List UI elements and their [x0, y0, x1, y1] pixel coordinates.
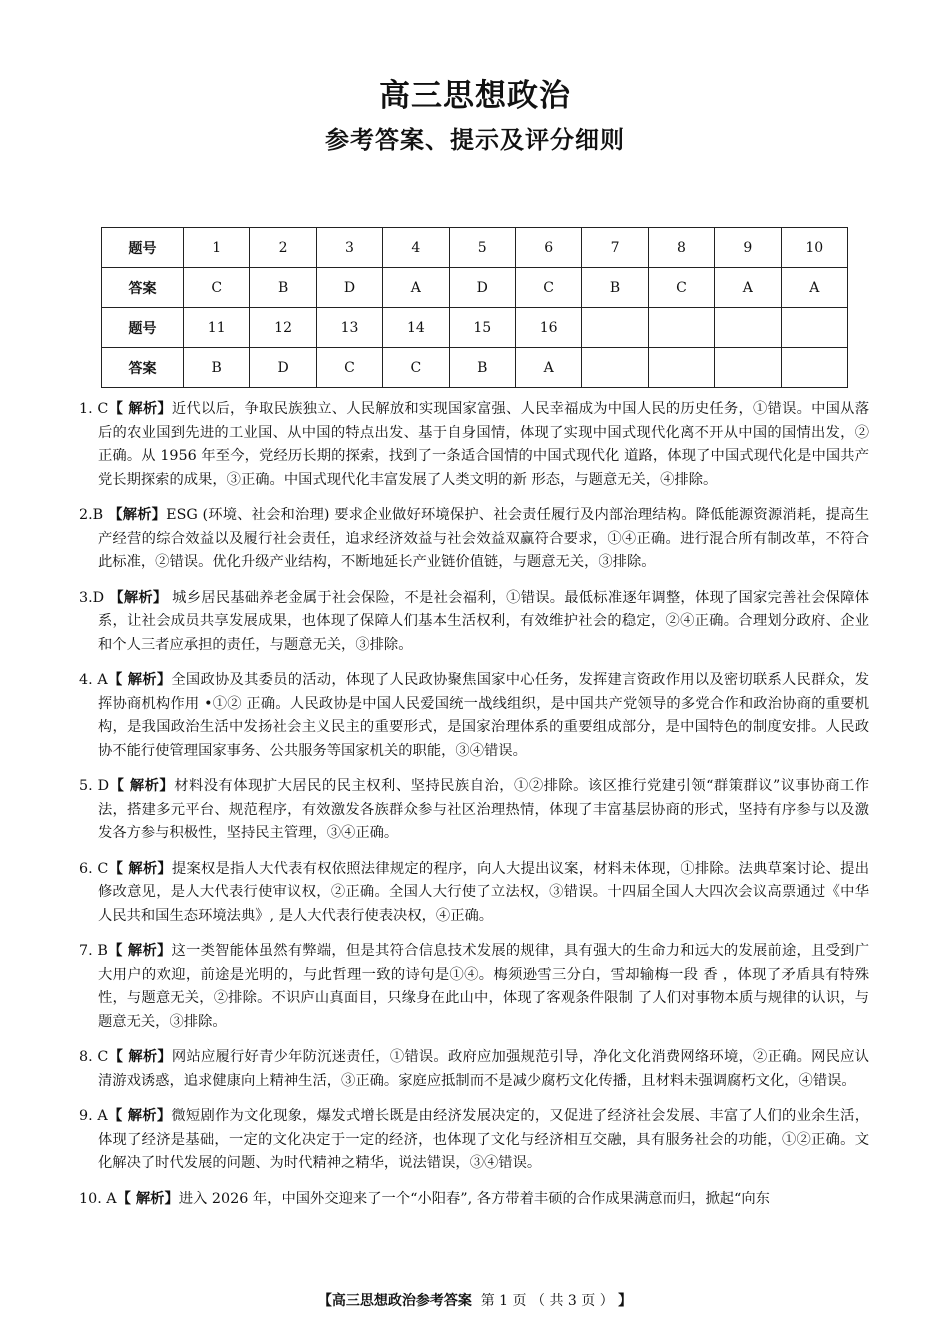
- footer-label: 【高三思想政治参考答案: [317, 1293, 472, 1309]
- explanation-item: [79, 775, 869, 846]
- answer-cell: 10: [781, 228, 847, 268]
- answer-cell: [781, 348, 847, 388]
- footer-page-number: 第 1 页 （ 共 3 页 ）: [480, 1293, 614, 1309]
- analysis-tag: 【 解析】: [108, 401, 172, 417]
- answer-cell: [582, 348, 648, 388]
- explanation-item: [79, 1105, 869, 1176]
- answer-cell: [715, 308, 781, 348]
- analysis-tag: 【 解析】: [108, 1049, 172, 1065]
- analysis-text: 微短剧作为文化现象，爆发式增长既是由经济发展决定的，又促进了经济社会发展、丰富了人们的业余生活，体现了经济是基础，一定的文化决定于一定的经济，也体现了文化与经济相互交融，具有服务社会的功能，①②正确。文化解决了时代发展的问题、为时代精神之精华，说法错误，③④错误。: [98, 1108, 870, 1171]
- explanation-item: [79, 669, 869, 763]
- answer-cell: C: [383, 348, 449, 388]
- explanation-item: [79, 398, 869, 492]
- analysis-tag: 【解析】: [104, 589, 168, 606]
- explanation-item: [79, 1046, 869, 1093]
- answer-table-row: [102, 228, 848, 268]
- question-answer: 3.D: [79, 589, 105, 606]
- row-header: 题号: [102, 228, 184, 268]
- answer-cell: 7: [582, 228, 648, 268]
- row-header: 答案: [102, 348, 184, 388]
- answer-cell: 13: [316, 308, 382, 348]
- answer-cell: 11: [184, 308, 250, 348]
- analysis-text: 进入 2026 年，中国外交迎来了一个“小阳春”, 各方带着丰硕的合作成果满意而归，掀起“向东: [178, 1190, 770, 1207]
- analysis-text: 材料没有体现扩大居民的民主权利、坚持民族自治，①②排除。该区推行党建引领“群策群议”议事协商工作法，搭建多元平台、规范程序，有效激发各族群众参与社区治理热情，体现了丰富基层协商的形式，坚持有序参与以及激发各方参与积极性，坚持民主管理，③④正确。: [98, 778, 869, 841]
- answer-cell: [648, 348, 714, 388]
- question-answer: 4. A: [79, 672, 108, 688]
- answer-cell: 15: [449, 308, 515, 348]
- answer-cell: [715, 348, 781, 388]
- answer-cell: A: [515, 348, 581, 388]
- answer-cell: A: [781, 268, 847, 308]
- answer-cell: 14: [383, 308, 449, 348]
- answer-cell: 6: [515, 228, 581, 268]
- question-answer: 10. A: [79, 1190, 117, 1207]
- analysis-text: 这一类智能体虽然有弊端，但是其符合信息技术发展的规律，具有强大的生命力和远大的发展前途，且受到广大用户的欢迎，前途是光明的，与此哲理一致的诗句是①④。梅须逊雪三分白，雪却输梅一段 香 ，体现了矛盾具有特殊性，与题意无关，②排除。不识庐山真面目，只缘身在此山中，体现了客观条件限制 了人们对事物本质与规律的认识，与题意无关，③排除。: [98, 943, 869, 1030]
- analysis-tag: 【 解析】: [107, 943, 172, 959]
- analysis-tag: 【 解析】: [116, 1190, 179, 1207]
- question-answer: 1. C: [79, 401, 109, 417]
- answer-cell: B: [184, 348, 250, 388]
- analysis-text: 城乡居民基础养老金属于社会保险，不是社会福利，①错误。最低标准逐年调整，体现了国家完善社会保障体系，让社会成员共享发展成果，也体现了保障人们基本生活权利，有效维护社会的稳定，②④正确。合理划分政府、企业和个人三者应承担的责任，与题意无关，③排除。: [98, 589, 869, 653]
- explanation-item: [79, 587, 869, 658]
- analysis-text: 网站应履行好青少年防沉迷责任，①错误。政府应加强规范引导，净化文化消费网络环境，②正确。网民应认清游戏诱惑，追求健康向上精神生活，③正确。家庭应抵制而不是减少腐朽文化传播，且材料未强调腐朽文化，④错误。: [98, 1049, 870, 1089]
- answer-cell: 16: [515, 308, 581, 348]
- answer-cell: B: [582, 268, 648, 308]
- answer-cell: 12: [250, 308, 316, 348]
- row-header: 答案: [102, 268, 184, 308]
- page-footer: [0, 1290, 950, 1310]
- question-answer: 5. D: [79, 778, 110, 794]
- analysis-tag: 【 解析】: [107, 1108, 172, 1124]
- answer-cell: B: [449, 348, 515, 388]
- answer-cell: D: [449, 268, 515, 308]
- answer-cell: [582, 308, 648, 348]
- explanation-item: [79, 940, 869, 1034]
- analysis-tag: 【 解析】: [109, 778, 175, 794]
- answer-cell: A: [383, 268, 449, 308]
- answer-table: [101, 227, 848, 388]
- answer-cell: D: [250, 348, 316, 388]
- answer-table-row: [102, 268, 848, 308]
- answer-cell: 3: [316, 228, 382, 268]
- answer-cell: 1: [184, 228, 250, 268]
- question-answer: 6. C: [79, 860, 109, 877]
- question-answer: 7. B: [79, 943, 108, 959]
- explanations-list: [79, 398, 869, 1223]
- explanation-item: [79, 1188, 869, 1212]
- analysis-tag: 【 解析】: [107, 672, 172, 688]
- answer-cell: 8: [648, 228, 714, 268]
- row-header: 题号: [102, 308, 184, 348]
- answer-table-row: [102, 348, 848, 388]
- page-subtitle: 参考答案、提示及评分细则: [325, 126, 625, 154]
- answer-cell: C: [316, 348, 382, 388]
- analysis-text: 提案权是指人大代表有权依照法律规定的程序，向人大提出议案，材料未体现，①排除。法典草案讨论、提出修改意见，是人大代表行使审议权，②正确。全国人大行使了立法权，③错误。十四届全国人大四次会议高票通过《中华人民共和国生态环境法典》, 是人大代表行使表决权，④正确。: [98, 860, 870, 924]
- answer-cell: D: [316, 268, 382, 308]
- answer-cell: 4: [383, 228, 449, 268]
- answer-cell: [781, 308, 847, 348]
- analysis-tag: 【 解析】: [108, 860, 172, 877]
- answer-cell: C: [184, 268, 250, 308]
- analysis-text: ESG (环境、社会和治理) 要求企业做好环境保护、社会责任履行及内部治理结构。降低能源资源消耗，提高生产经营的综合效益以及履行社会责任，追求经济效益与社会效益双赢符合要求，①④正确。进行混合所有制改革，不符合此标准，②错误。优化升级产业结构，不断地延长产业链价值链，与题意无关，③排除。: [98, 507, 869, 570]
- question-answer: 8. C: [79, 1049, 109, 1065]
- question-answer: 9. A: [79, 1108, 108, 1124]
- explanation-item: [79, 858, 869, 929]
- answer-table-row: [102, 308, 848, 348]
- analysis-text: 近代以后，争取民族独立、人民解放和实现国家富强、人民幸福成为中国人民的历史任务，①错误。中国从落后的农业国到先进的工业国、从中国的特点出发、基于自身国情，体现了实现中国式现代化离不开从中国的国情出发，②正确。从 1956 年至今，党经历长期的探索，找到了一条适合国情的中国式现代化 道路，体现了中国式现代化是中国共产党长期探索的成果，③正确。中国式现代化丰富发展了人类文明的新 形态，与题意无关，④排除。: [98, 401, 870, 488]
- footer-bracket: 】: [618, 1293, 633, 1309]
- answer-cell: C: [648, 268, 714, 308]
- answer-cell: 5: [449, 228, 515, 268]
- answer-cell: C: [515, 268, 581, 308]
- answer-cell: 9: [715, 228, 781, 268]
- answer-cell: 2: [250, 228, 316, 268]
- page-title: 高三思想政治: [379, 78, 571, 114]
- explanation-item: [79, 504, 869, 575]
- answer-cell: A: [715, 268, 781, 308]
- answer-cell: [648, 308, 714, 348]
- question-answer: 2.B: [79, 507, 104, 523]
- analysis-text: 全国政协及其委员的活动，体现了人民政协聚焦国家中心任务，发挥建言资政作用以及密切联系人民群众，发挥协商机构作用 •①② 正确。人民政协是中国人民爱国统一战线组织，是中国共产党领导的多党合作和政治协商的重要机构，是我国政治生活中发扬社会主义民主的重要形式，是国家治理体系的重要组成部分，是中国特色的制度安排。人民政协不能行使管理国家事务、公共服务等国家机关的职能，③④错误。: [98, 672, 870, 759]
- analysis-tag: 【解析】: [103, 507, 167, 523]
- answer-cell: B: [250, 268, 316, 308]
